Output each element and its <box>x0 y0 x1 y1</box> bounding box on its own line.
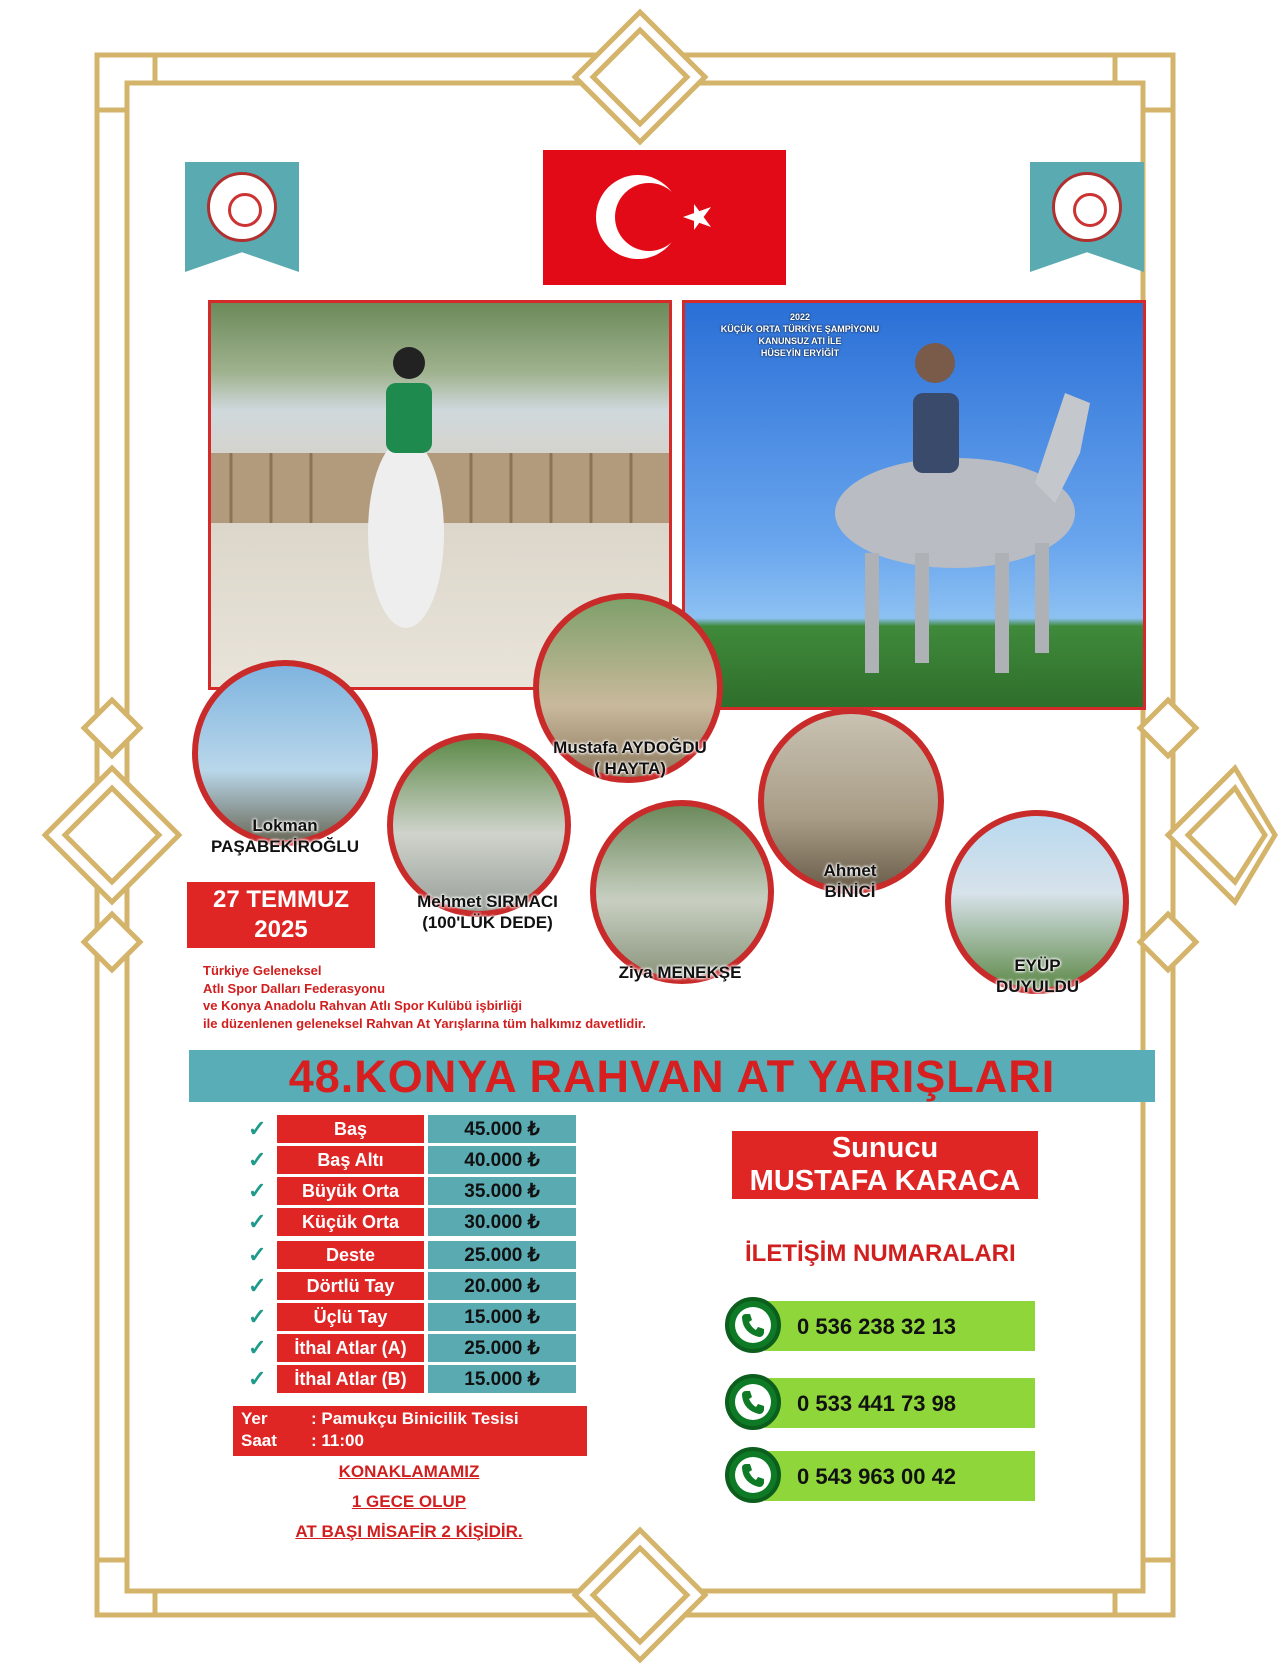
description-line: ile düzenlenen geleneksel Rahvan At Yarışlarına tüm halkımız davetlidir. <box>203 1015 646 1031</box>
turkish-flag-icon <box>543 150 786 285</box>
check-icon: ✓ <box>248 1273 267 1298</box>
date-year: 2025 <box>254 916 308 943</box>
check-icon: ✓ <box>248 1178 267 1203</box>
host-label: Sunucu <box>831 1132 939 1164</box>
caption-line: HÜSEYİN ERYİĞİT <box>760 348 840 358</box>
prize-category: Üçlü Tay <box>277 1303 424 1331</box>
event-title: 48.KONYA RAHVAN AT YARIŞLARI <box>288 1051 1056 1102</box>
prize-amount: 20.000 ₺ <box>428 1272 576 1300</box>
prize-amount: 45.000 ₺ <box>428 1115 576 1143</box>
event-date <box>187 882 375 948</box>
prize-category: Baş <box>277 1115 424 1143</box>
label-ahmet <box>790 860 910 902</box>
person-name: Mehmet SIRMACI <box>417 892 558 911</box>
handset-glyph <box>739 1388 767 1416</box>
prize-amount: 25.000 ₺ <box>428 1241 576 1269</box>
portrait-mehmet <box>387 733 571 917</box>
date-day-month: 27 TEMMUZ <box>212 886 349 913</box>
prize-amount: 30.000 ₺ <box>428 1208 576 1236</box>
description-line: Atlı Spor Dalları Federasyonu <box>203 980 386 996</box>
check-icon: ✓ <box>248 1147 267 1172</box>
person-name: Lokman <box>252 816 318 835</box>
prize-amount: 40.000 ₺ <box>428 1146 576 1174</box>
description-line: Türkiye Geleneksel <box>203 963 322 978</box>
prize-category: Küçük Orta <box>277 1208 424 1236</box>
prize-amount: 35.000 ₺ <box>428 1177 576 1205</box>
check-icon: ✓ <box>248 1209 267 1234</box>
venue-box <box>233 1406 587 1456</box>
club-emblem-icon <box>1052 172 1122 242</box>
time-value: : 11:00 <box>311 1431 364 1450</box>
person-nickname: ( HAYTA) <box>594 759 666 778</box>
person-surname: BİNİCİ <box>824 882 876 901</box>
person-name: Ziya MENEKŞE <box>618 963 742 982</box>
host-box <box>732 1131 1038 1199</box>
person-surname: DUYULDU <box>995 977 1080 996</box>
grey-horse-illustration <box>685 303 1143 707</box>
prize-amount: 15.000 ₺ <box>428 1303 576 1331</box>
handset-glyph <box>739 1461 767 1489</box>
place-label: Yer <box>241 1409 268 1428</box>
phone-number-3[interactable]: 0 543 963 00 42 <box>765 1451 1035 1501</box>
phone-number-1[interactable]: 0 536 238 32 13 <box>765 1301 1035 1351</box>
prize-amount: 25.000 ₺ <box>428 1334 576 1362</box>
person-name: Mustafa AYDOĞDU <box>553 738 707 757</box>
prize-category: Deste <box>277 1241 424 1269</box>
caption-line: KANUNSUZ ATI İLE <box>758 336 842 346</box>
prize-category: Dörtlü Tay <box>277 1272 424 1300</box>
check-icon: ✓ <box>248 1242 267 1267</box>
check-icon: ✓ <box>248 1304 267 1329</box>
label-eyup <box>985 955 1090 997</box>
time-label: Saat <box>241 1431 277 1450</box>
accommodation-line: KONAKLAMAMIZ <box>338 1462 480 1481</box>
phone-icon <box>725 1374 781 1430</box>
caption-line: 2022 <box>789 312 811 322</box>
caption-line: KÜÇÜK ORTA TÜRKİYE ŞAMPİYONU <box>720 324 880 334</box>
check-icon: ✓ <box>248 1335 267 1360</box>
phone-icon <box>725 1447 781 1503</box>
person-surname: PAŞABEKİROĞLU <box>211 837 359 856</box>
label-mustafa <box>540 737 720 779</box>
portrait-ziya <box>590 800 774 984</box>
champion-caption <box>685 311 915 359</box>
check-icon: ✓ <box>248 1366 267 1391</box>
prize-category: Büyük Orta <box>277 1177 424 1205</box>
race-photo-right <box>682 300 1146 710</box>
contact-title: İLETİŞİM NUMARALARI <box>745 1240 1016 1267</box>
person-name: Ahmet <box>823 861 877 880</box>
label-lokman <box>210 815 360 857</box>
phone-number-2[interactable]: 0 533 441 73 98 <box>765 1378 1035 1428</box>
handset-glyph <box>739 1311 767 1339</box>
host-name: MUSTAFA KARACA <box>749 1165 1021 1197</box>
accommodation-line: 1 GECE OLUP <box>351 1492 467 1511</box>
place-value: : Pamukçu Binicilik Tesisi <box>311 1409 519 1428</box>
label-mehmet <box>405 891 570 933</box>
description-line: ve Konya Anadolu Rahvan Atlı Spor Kulübü işbirliği <box>203 998 523 1013</box>
prize-category: Baş Altı <box>277 1146 424 1174</box>
prize-category: İthal Atlar (B) <box>277 1365 424 1393</box>
person-nickname: (100'LÜK DEDE) <box>422 913 553 932</box>
prize-amount: 15.000 ₺ <box>428 1365 576 1393</box>
event-description <box>203 962 646 1032</box>
prize-category: İthal Atlar (A) <box>277 1334 424 1362</box>
phone-icon <box>725 1297 781 1353</box>
federation-emblem-icon <box>207 172 277 242</box>
accommodation-line: AT BAŞI MİSAFİR 2 KİŞİDİR. <box>295 1522 523 1541</box>
person-name: EYÜP <box>1014 956 1061 975</box>
check-icon: ✓ <box>248 1116 267 1141</box>
flag-crescent-star <box>543 150 786 285</box>
